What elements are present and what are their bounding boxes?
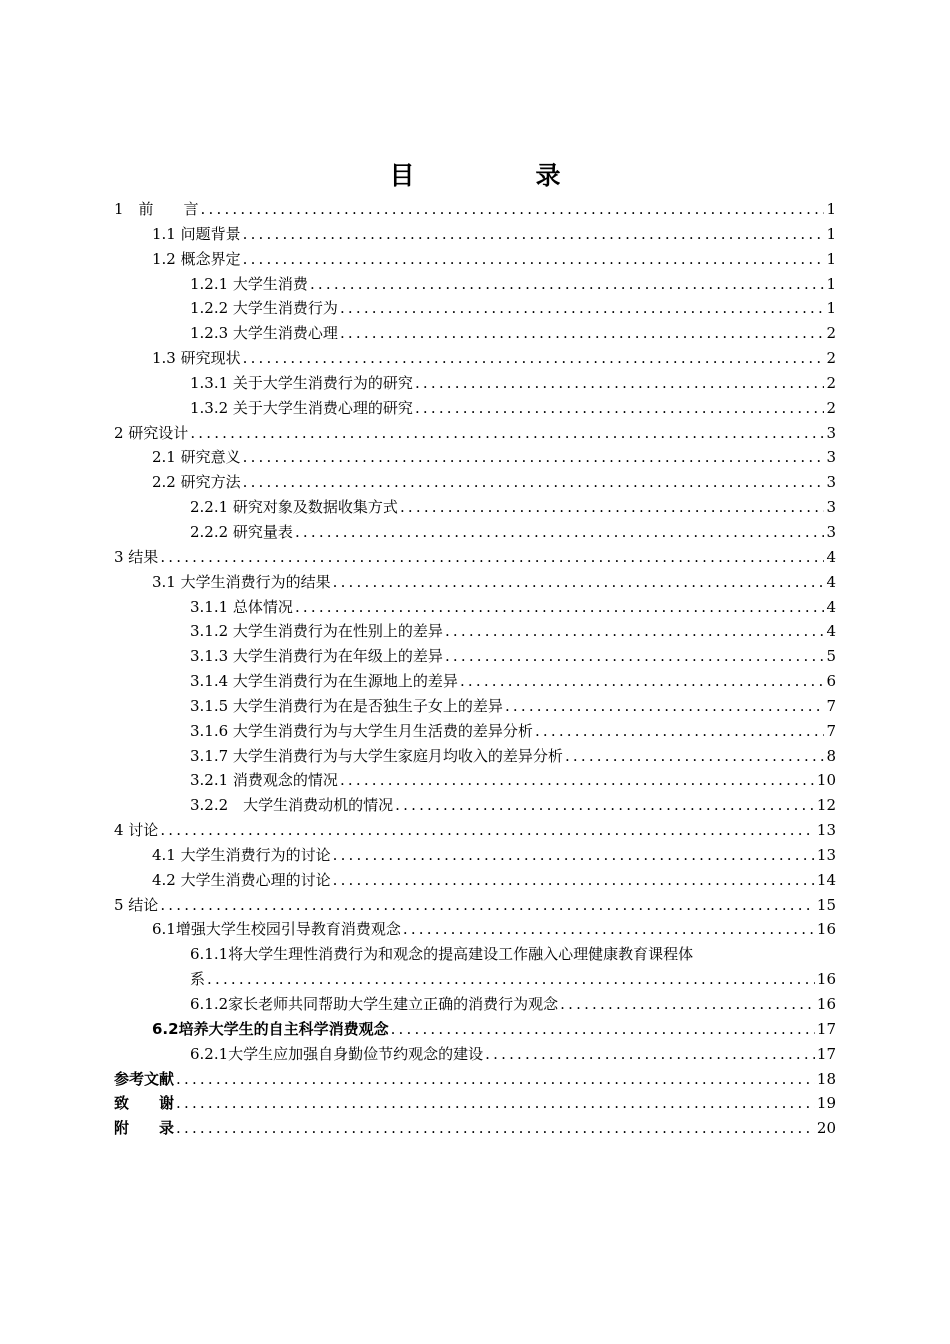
toc-entry-text: 3.1.7 大学生消费行为与大学生家庭月均收入的差异分析 xyxy=(190,746,563,765)
toc-entry-page: 2 xyxy=(826,349,836,368)
toc-leader-dots xyxy=(243,346,825,371)
toc-leader-dots xyxy=(560,992,815,1017)
toc-entry-page: 15 xyxy=(816,895,836,914)
toc-entry[interactable] xyxy=(114,1116,836,1141)
toc-entry[interactable] xyxy=(114,694,836,719)
toc-leader-dots xyxy=(415,371,825,396)
toc-entry-text: 5 结论 xyxy=(114,895,159,914)
toc-entry-text: 6.2.1大学生应加强自身勤俭节约观念的建设 xyxy=(190,1044,484,1063)
toc-entry[interactable] xyxy=(114,346,836,371)
toc-leader-dots xyxy=(395,793,815,818)
toc-entry[interactable] xyxy=(114,495,836,520)
toc-leader-dots xyxy=(160,818,815,843)
toc-leader-dots xyxy=(295,520,825,545)
toc-entry-text: 6.1.1将大学生理性消费行为和观念的提高建设工作融入心理健康教育课程体 xyxy=(190,945,694,964)
toc-entry-page: 4 xyxy=(826,622,836,641)
toc-entry-page: 3 xyxy=(826,473,836,492)
toc-entry-text: 3.1.5 大学生消费行为在是否独生子女上的差异 xyxy=(190,696,503,715)
toc-entry-page: 4 xyxy=(826,597,836,616)
toc-leader-dots xyxy=(505,694,825,719)
toc-entry-text: 1.3.1 关于大学生消费行为的研究 xyxy=(190,373,413,392)
page-title: 目 录 xyxy=(389,161,609,190)
toc-leader-dots xyxy=(243,222,825,247)
toc-entry[interactable] xyxy=(114,744,836,769)
toc-entry-text: 3.1.2 大学生消费行为在性别上的差异 xyxy=(190,622,443,641)
toc-leader-dots xyxy=(485,1042,815,1067)
toc-entry-text: 1.1 问题背景 xyxy=(152,224,241,243)
toc-entry[interactable] xyxy=(114,1042,836,1067)
toc-entry-text: 1.3 研究现状 xyxy=(152,349,241,368)
toc-entry-page: 5 xyxy=(826,647,836,666)
toc-entry-text: 4 讨论 xyxy=(114,821,159,840)
toc-entry[interactable] xyxy=(114,1067,836,1092)
toc-leader-dots xyxy=(340,296,825,321)
toc-entry-page: 16 xyxy=(816,920,836,939)
toc-entry-text: 3.2.1 消费观念的情况 xyxy=(190,771,338,790)
toc-entry-page: 17 xyxy=(816,1044,836,1063)
toc-entry-page: 13 xyxy=(816,821,836,840)
toc-entry-page: 1 xyxy=(826,224,836,243)
toc-leader-dots xyxy=(400,495,825,520)
toc-entry-text: 2.1 研究意义 xyxy=(152,448,241,467)
toc-entry-page: 13 xyxy=(816,845,836,864)
toc-entry-page: 16 xyxy=(816,995,836,1013)
toc-entry-text: 2.2.2 研究量表 xyxy=(190,522,293,541)
toc-entry-text: 1 前 言 xyxy=(114,200,199,218)
toc-entry-text: 3.1.4 大学生消费行为在生源地上的差异 xyxy=(190,672,458,691)
toc-entry-page: 7 xyxy=(826,696,836,715)
toc-entry[interactable] xyxy=(114,296,836,321)
toc-leader-dots xyxy=(190,421,824,446)
toc-entry-text: 1.3.2 关于大学生消费心理的研究 xyxy=(190,398,413,417)
toc-leader-dots xyxy=(176,1116,815,1141)
toc-entry-text: 参考文献 xyxy=(114,1069,175,1088)
toc-entry-page: 3 xyxy=(826,423,836,442)
toc-entry[interactable] xyxy=(114,868,836,893)
toc-entry[interactable] xyxy=(114,893,836,918)
toc-entry-text: 3.1.3 大学生消费行为在年级上的差异 xyxy=(190,647,443,666)
toc-leader-dots xyxy=(160,893,815,918)
toc-entry-text: 1.2.3 大学生消费心理 xyxy=(190,324,338,343)
toc-leader-dots xyxy=(207,967,815,992)
toc-entry[interactable] xyxy=(114,619,836,644)
toc-entry-page: 10 xyxy=(816,771,836,790)
toc-entry-page: 1 xyxy=(826,249,836,268)
toc-entry[interactable] xyxy=(114,272,836,297)
toc-entry-page: 8 xyxy=(826,746,836,765)
toc-leader-dots xyxy=(565,744,825,769)
toc-entry-text: 2.2.1 研究对象及数据收集方式 xyxy=(190,498,398,517)
toc-entry-page: 19 xyxy=(816,1094,836,1113)
toc-entry[interactable] xyxy=(114,595,836,620)
toc-entry-text: 6.1增强大学生校园引导教育消费观念 xyxy=(152,920,401,939)
toc-entry-text: 1.2.1 大学生消费 xyxy=(190,274,308,293)
toc-entry-text: 6.1.2家长老师共同帮助大学生建立正确的消费行为观念 xyxy=(190,995,559,1013)
toc-entry[interactable] xyxy=(114,644,836,669)
toc-entry[interactable] xyxy=(114,942,836,992)
toc-entry[interactable] xyxy=(114,1091,836,1116)
toc-entry-text: 附 录 xyxy=(114,1119,175,1138)
toc-entry[interactable] xyxy=(114,445,836,470)
toc-entry-text: 1.2.2 大学生消费行为 xyxy=(190,299,338,318)
toc-entry-text: 1.2 概念界定 xyxy=(152,249,241,268)
toc-entry-page: 12 xyxy=(816,796,836,815)
toc-entry-page: 18 xyxy=(816,1069,836,1088)
toc-leader-dots xyxy=(201,197,825,222)
toc-entry-text: 2.2 研究方法 xyxy=(152,473,241,492)
toc-leader-dots xyxy=(243,470,825,495)
toc-entry[interactable] xyxy=(114,197,836,222)
toc-entry[interactable] xyxy=(114,992,836,1017)
toc-entry-text: 3.1.1 总体情况 xyxy=(190,597,293,616)
toc-entry[interactable] xyxy=(114,669,836,694)
table-of-contents xyxy=(114,197,836,1141)
toc-entry-text: 致 谢 xyxy=(114,1094,175,1113)
toc-entry-page: 2 xyxy=(826,373,836,392)
toc-leader-dots xyxy=(176,1067,815,1092)
toc-leader-dots xyxy=(445,619,825,644)
toc-entry-page: 3 xyxy=(826,448,836,467)
toc-leader-dots xyxy=(415,396,825,421)
toc-leader-dots xyxy=(340,768,815,793)
toc-leader-dots xyxy=(535,719,825,744)
toc-entry-text: 6.2培养大学生的自主科学消费观念 xyxy=(152,1019,389,1038)
toc-entry[interactable] xyxy=(114,545,836,570)
toc-entry-page: 20 xyxy=(816,1119,836,1138)
toc-entry-text: 2 研究设计 xyxy=(114,423,189,442)
toc-entry[interactable] xyxy=(114,396,836,421)
toc-leader-dots xyxy=(310,272,825,297)
toc-entry-text-continued: 系 xyxy=(190,970,206,989)
toc-entry[interactable] xyxy=(114,222,836,247)
toc-entry-page: 7 xyxy=(826,721,836,740)
toc-entry-page: 2 xyxy=(826,324,836,343)
toc-leader-dots xyxy=(340,321,825,346)
toc-entry[interactable] xyxy=(114,1017,836,1042)
toc-entry[interactable] xyxy=(114,843,836,868)
toc-entry-page: 4 xyxy=(826,572,836,591)
toc-entry-text: 4.1 大学生消费行为的讨论 xyxy=(152,845,331,864)
toc-leader-dots xyxy=(333,843,815,868)
toc-leader-dots xyxy=(445,644,825,669)
toc-entry-page: 3 xyxy=(826,498,836,517)
toc-entry[interactable] xyxy=(114,421,836,446)
toc-entry-page: 16 xyxy=(816,970,836,989)
toc-entry-page: 3 xyxy=(826,522,836,541)
toc-entry-text: 3.2.2 大学生消费动机的情况 xyxy=(190,796,394,815)
toc-entry[interactable] xyxy=(114,520,836,545)
toc-entry-page: 14 xyxy=(816,870,836,889)
toc-leader-dots xyxy=(403,917,815,942)
toc-entry-page: 1 xyxy=(826,299,836,318)
toc-entry[interactable] xyxy=(114,768,836,793)
toc-leader-dots xyxy=(176,1091,815,1116)
toc-entry[interactable] xyxy=(114,570,836,595)
toc-entry-page: 6 xyxy=(826,672,836,691)
toc-leader-dots xyxy=(295,595,825,620)
toc-entry[interactable] xyxy=(114,371,836,396)
toc-entry[interactable] xyxy=(114,321,836,346)
toc-leader-dots xyxy=(243,247,825,272)
toc-leader-dots xyxy=(460,669,825,694)
toc-entry[interactable] xyxy=(114,247,836,272)
toc-entry-page: 1 xyxy=(826,274,836,293)
toc-entry-page: 1 xyxy=(826,200,836,218)
toc-entry-text: 3.1.6 大学生消费行为与大学生月生活费的差异分析 xyxy=(190,721,533,740)
toc-entry[interactable] xyxy=(114,818,836,843)
toc-entry-text: 3 结果 xyxy=(114,547,159,566)
toc-entry[interactable] xyxy=(114,719,836,744)
toc-entry-page: 4 xyxy=(826,547,836,566)
toc-entry-text: 3.1 大学生消费行为的结果 xyxy=(152,572,331,591)
toc-entry-page: 2 xyxy=(826,398,836,417)
toc-entry[interactable] xyxy=(114,917,836,942)
toc-entry-text: 4.2 大学生消费心理的讨论 xyxy=(152,870,331,889)
toc-entry[interactable] xyxy=(114,793,836,818)
toc-leader-dots xyxy=(333,570,825,595)
toc-leader-dots xyxy=(333,868,815,893)
toc-entry-page: 17 xyxy=(816,1019,836,1038)
toc-leader-dots xyxy=(160,545,824,570)
toc-leader-dots xyxy=(391,1017,815,1042)
toc-entry[interactable] xyxy=(114,470,836,495)
toc-leader-dots xyxy=(243,445,825,470)
